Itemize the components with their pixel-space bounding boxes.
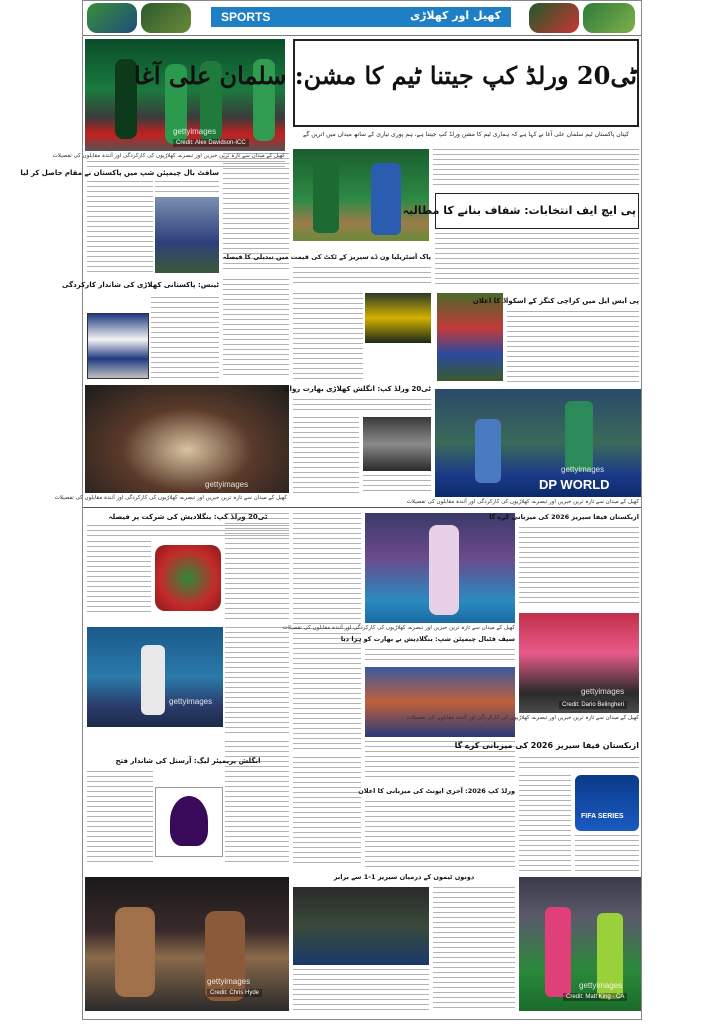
photo-premier-league — [155, 787, 223, 857]
boxing-watermark: gettyimages — [207, 977, 251, 986]
text-block — [87, 771, 153, 863]
photo-women-tennis — [365, 513, 515, 623]
text-block — [433, 887, 515, 1011]
photo-cricket-two — [365, 293, 431, 343]
text-block — [293, 417, 359, 495]
text-block — [435, 233, 639, 285]
basketball-watermark: gettyimages — [205, 480, 249, 489]
caption-cycling: کھیل کے میدان سے تازہ ترین خبریں اور تبصرے، کھلاڑیوں کی کارکردگی اور آئندہ مقابلوں کی تفصیلات — [406, 715, 639, 721]
headline-s8: سیف فٹبال چیمپئن شپ: بنگلادیش نے بھارت کو ہرا دیا — [340, 635, 515, 643]
cycling-watermark: gettyimages — [581, 687, 625, 696]
dp-world-watermark: gettyimages — [561, 465, 605, 474]
text-block — [225, 627, 289, 737]
headline-s1: سافٹ بال چیمپئن شپ میں پاکستان نے مقام حاصل کر لیا — [20, 169, 219, 177]
section-title-ur: کھیل اور کھلاڑی — [410, 9, 501, 22]
text-block — [225, 741, 289, 863]
lead-photo-watermark: gettyimages — [173, 127, 217, 136]
headline-s6: ٹی20 ورلڈ کپ: انگلش کھلاڑی بھارت روانہ — [282, 385, 431, 393]
text-block — [363, 475, 431, 495]
text-block — [293, 969, 429, 1011]
section-bar — [211, 7, 511, 27]
lead-photo — [85, 39, 285, 151]
cricket-pink-watermark: gettyimages — [579, 981, 623, 990]
photo-cycling — [519, 613, 639, 713]
text-block — [293, 757, 361, 867]
text-block — [155, 181, 219, 195]
text-block — [225, 513, 289, 623]
masthead-thumb-right-2 — [583, 3, 635, 33]
tennis-watermark: gettyimages — [169, 697, 213, 706]
newspaper-page — [20, 0, 642, 1020]
masthead — [83, 1, 641, 36]
text-block — [223, 279, 289, 379]
text-block — [519, 527, 639, 607]
caption-basketball: کھیل کے میدان سے تازہ ترین خبریں اور تبصرے، کھلاڑیوں کی کارکردگی اور آئندہ مقابلوں کی تفصیلات — [54, 495, 287, 501]
text-block — [507, 311, 639, 383]
text-block — [575, 835, 639, 871]
masthead-thumb-right-1 — [529, 3, 579, 33]
text-block — [519, 757, 639, 771]
headline-s3: پاک آسٹریلیا ون ڈے سیریز کے ٹکٹ کی قیمت میں تبدیلی کا فیصلہ — [222, 253, 431, 261]
headline-s11: انگلش پریمیئر لیگ: آرسنل کی شاندار فتح — [115, 757, 261, 765]
photo-cricket-batting — [293, 149, 429, 241]
phf-headline-box — [402, 193, 639, 229]
headline-s10: ازبکستان فیفا سیریز 2026 کی میزبانی کرے گا — [454, 741, 639, 750]
photo-tennis-official — [87, 313, 149, 379]
dp-world-board: DP WORLD — [539, 477, 610, 492]
text-block — [293, 399, 431, 413]
text-block — [87, 181, 153, 273]
photo-basketball — [85, 385, 289, 493]
section-divider — [83, 507, 641, 508]
photo-cricket-four — [293, 887, 429, 965]
photo-fifa-series — [575, 775, 639, 831]
headline-right-top: ازبکستان فیفا سیریز 2026 کی میزبانی کرے گا — [489, 513, 639, 521]
lead-headline-box — [134, 39, 639, 127]
photo-cricket-pink — [519, 877, 641, 1011]
cycling-credit: Credit: Dario Belingheri — [559, 701, 627, 709]
headline-s9: ورلڈ کپ 2026: آخری ایونٹ کی میزبانی کا اعلان — [358, 787, 515, 795]
lead-intro: کپتان پاکستان ٹیم سلمان علی آغا نے کہا ہے کہ ہماری ٹیم کا مشن ورلڈ کپ جیتنا ہے، ہم پوری تیاری کے ساتھ میدان میں اتریں گے — [303, 131, 629, 138]
headline-s7: ٹی20 ورلڈ کپ: بنگلادیش کی شرکت پر فیصلہ — [108, 513, 268, 521]
text-block — [151, 297, 219, 381]
fifa-series-label: FIFA SERIES — [581, 813, 624, 820]
photo-psl — [437, 293, 503, 381]
masthead-thumb-left-1 — [87, 3, 137, 33]
headline-s12: دونوں ٹیموں کے درمیان سیریز 1-1 سے برابر — [333, 873, 475, 881]
headline-s4: پی ایچ ایف انتخابات: شفاف بنانے کا مطالبہ — [402, 204, 636, 217]
caption-women-tennis: کھیل کے میدان سے تازہ ترین خبریں اور تبصرے، کھلاڑیوں کی کارکردگی اور آئندہ مقابلوں کی تفصیلات — [282, 625, 515, 631]
photo-softball — [155, 197, 219, 273]
text-block — [293, 267, 431, 283]
photo-cricket-three — [363, 417, 431, 471]
photo-boxing — [85, 877, 289, 1011]
text-block — [365, 649, 515, 663]
photo-football — [365, 667, 515, 737]
headline-s2: ٹینس: پاکستانی کھلاڑی کی شاندار کارکردگی — [62, 281, 219, 289]
lead-photo-credit: Credit: Alex Davidson-ICC — [173, 139, 249, 147]
boxing-credit: Credit: Chris Hyde — [207, 989, 262, 997]
photo-tennis-player — [87, 627, 223, 727]
text-block — [87, 541, 151, 615]
section-title-en: SPORTS — [221, 10, 271, 24]
text-block — [293, 293, 363, 383]
caption-1: کھیل کے میدان سے تازہ ترین خبریں اور تبصرے، کھلاڑیوں کی کارکردگی اور آئندہ مقابلوں کی تفصیلات — [52, 153, 285, 159]
headline-s5: پی ایس ایل میں کراچی کنگز کے اسکواڈ کا اعلان — [472, 297, 639, 305]
text-block — [433, 149, 639, 189]
photo-dp-world — [435, 389, 641, 497]
lead-headline: ٹی20 ورلڈ کپ جیتنا ٹیم کا مشن: سلمان علی آغا — [134, 61, 637, 90]
masthead-thumb-left-2 — [141, 3, 191, 33]
text-block — [519, 775, 571, 871]
photo-bangladesh-logo — [155, 545, 221, 611]
text-block — [365, 801, 515, 867]
text-block — [293, 513, 361, 753]
cricket-pink-credit: Credit: Matt King - CA — [563, 993, 627, 1001]
caption-dp-world: کھیل کے میدان سے تازہ ترین خبریں اور تبصرے، کھلاڑیوں کی کارکردگی اور آئندہ مقابلوں کی تفصیلات — [406, 499, 639, 505]
